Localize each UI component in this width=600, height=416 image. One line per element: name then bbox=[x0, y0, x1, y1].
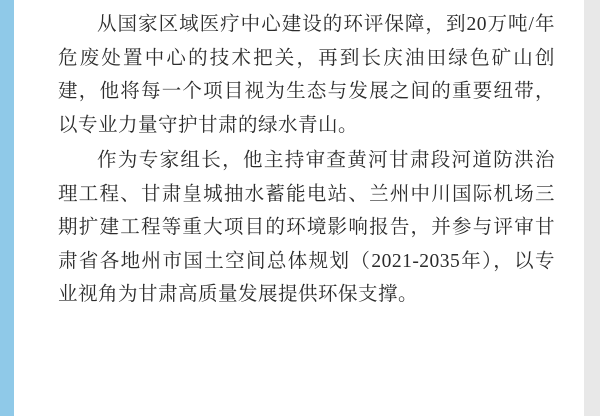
paragraph-2: 作为专家组长，他主持审查黄河甘肃段河道防洪治理工程、甘肃皇城抽水蓄能电站、兰州中川国际机场三期扩建工程等重大项目的环境影响报告，并参与评审甘肃省各地州市国土空间总体规划（2021-2035年），以专业视角为甘肃高质量发展提供环保支撑。 bbox=[58, 150, 555, 305]
document-body bbox=[18, 0, 581, 416]
right-scroll-rail[interactable] bbox=[584, 0, 600, 416]
paragraph-1: 从国家区域医疗中心建设的环评保障，到20万吨/年危废处置中心的技术把关，再到长庆油田绿色矿山创建，他将每一个项目视为生态与发展之间的重要纽带，以专业力量守护甘肃的绿水青山。 bbox=[58, 14, 555, 136]
right-rail-gutter bbox=[581, 0, 584, 416]
left-accent-rail bbox=[0, 0, 14, 416]
